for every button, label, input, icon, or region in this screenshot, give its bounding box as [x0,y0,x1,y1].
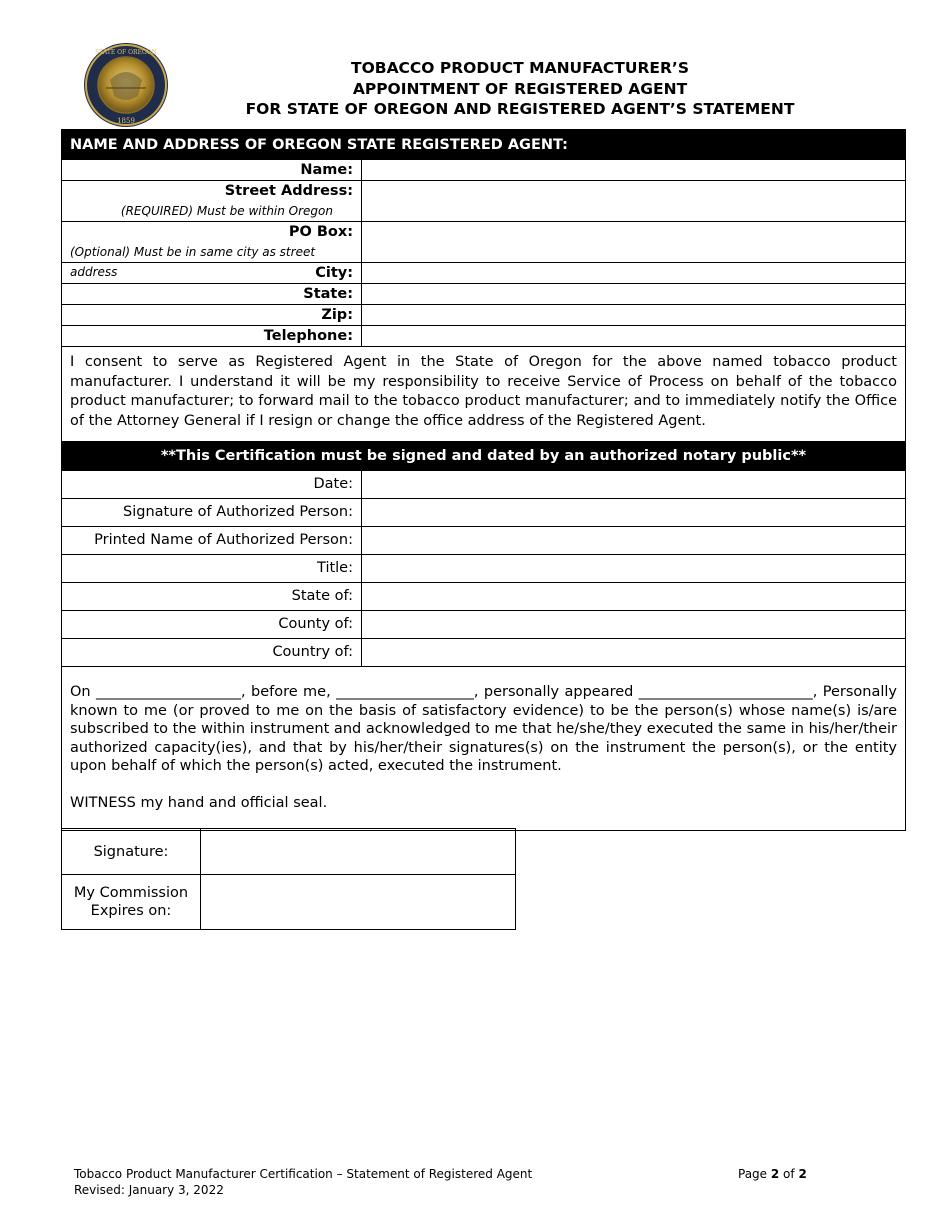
telephone-row [62,325,905,346]
state-row [62,283,905,304]
seal-year: 1859 [117,117,135,125]
title-line-3: FOR STATE OF OREGON AND REGISTERED AGENT’S STATEMENT [245,100,795,118]
consent-statement: I consent to serve as Registered Agent in the State of Oregon for the above named tobacco product manufacturer. I understand it will be my responsibility to receive Service of Process on behalf of the tobacco product manufacturer; to forward mail to the tobacco product manufacturer; and to immediately notify the Office of the Attorney General if I resign or change the office address of the Registered Agent. [62,346,905,441]
street-address-field[interactable] [362,181,905,221]
notary-row-state [62,582,905,610]
name-label: Name: [62,160,362,180]
notary-row-county [62,610,905,638]
notary-signature-field[interactable] [201,829,516,875]
telephone-field[interactable] [362,326,905,346]
telephone-label: Telephone: [62,326,362,346]
title-line-1: TOBACCO PRODUCT MANUFACTURER’S [351,59,689,77]
street-label: Street Address: [224,183,353,199]
date-label: Date: [62,471,362,498]
state-of-label: State of: [62,583,362,610]
notary-row-country [62,638,905,666]
country-of-field[interactable] [362,639,905,666]
state-field[interactable] [362,284,905,304]
footer-title: Tobacco Product Manufacturer Certification – Statement of Registered Agent [74,1167,533,1181]
printed-name-label: Printed Name of Authorized Person: [62,527,362,554]
notary-section-heading: **This Certification must be signed and dated by an authorized notary public** [62,441,905,471]
title-field[interactable] [362,555,905,582]
notary-statement: On ____________________, before me, ___________________, personally appeared ________________________, Personally known to me (or proved to me on the basis of satisfactory evidence) to be the person(s) whose name(s) is/are subscribed to the within instrument and acknowledged to me that he/she/they executed the same in his/her/their authorized capacity(ies), and that by his/her/their signatures(s) on the instrument the person(s), or the entity upon behalf of which the person(s) acted, executed the instrument. [70,684,897,774]
commission-line-2: Expires on: [90,903,172,919]
state-of-field[interactable] [362,583,905,610]
witness-line: WITNESS my hand and official seal. [70,794,328,811]
page-total: 2 [798,1167,807,1181]
county-of-label: County of: [62,611,362,638]
date-field[interactable] [362,471,905,498]
pobox-row [62,221,905,279]
oregon-state-seal [80,42,172,128]
notary-statement-block [62,666,905,830]
country-of-label: Country of: [62,639,362,666]
notary-row-date [62,471,905,498]
seal-top-text: STATE OF OREGON [95,49,157,56]
notary-signature-table [61,828,516,930]
notary-signature-label: Signature: [62,829,201,875]
form-title [180,58,860,120]
notary-row-title [62,554,905,582]
title-label: Title: [62,555,362,582]
city-field[interactable] [362,263,905,283]
city-label: City: [62,263,362,283]
street-row [62,180,905,221]
zip-label: Zip: [62,305,362,325]
page-number: Page 2 of 2 [738,1167,807,1181]
footer [74,1167,532,1198]
pobox-label: PO Box: [288,224,353,240]
zip-field[interactable] [362,305,905,325]
notary-row-printed-name [62,526,905,554]
zip-row [62,304,905,325]
commission-expires-label [62,875,201,930]
street-note: (REQUIRED) Must be within Oregon [120,204,333,218]
name-field[interactable] [362,160,905,180]
title-line-2: APPOINTMENT OF REGISTERED AGENT [352,79,688,98]
agent-form-frame [61,129,906,831]
name-row [62,160,905,180]
pobox-note: (Optional) Must be in same city as street address [70,245,316,279]
county-of-field[interactable] [362,611,905,638]
pobox-field[interactable] [362,222,905,262]
commission-line-1: My Commission [73,885,189,901]
notary-row-signature [62,498,905,526]
signature-authorized-label: Signature of Authorized Person: [62,499,362,526]
commission-expires-field[interactable] [201,875,516,930]
signature-authorized-field[interactable] [362,499,905,526]
page-current: 2 [770,1167,780,1181]
agent-section-heading: NAME AND ADDRESS OF OREGON STATE REGISTERED AGENT: [62,130,905,160]
footer-revised: Revised: January 3, 2022 [74,1182,224,1197]
state-label: State: [62,284,362,304]
city-row [62,262,905,283]
printed-name-field[interactable] [362,527,905,554]
